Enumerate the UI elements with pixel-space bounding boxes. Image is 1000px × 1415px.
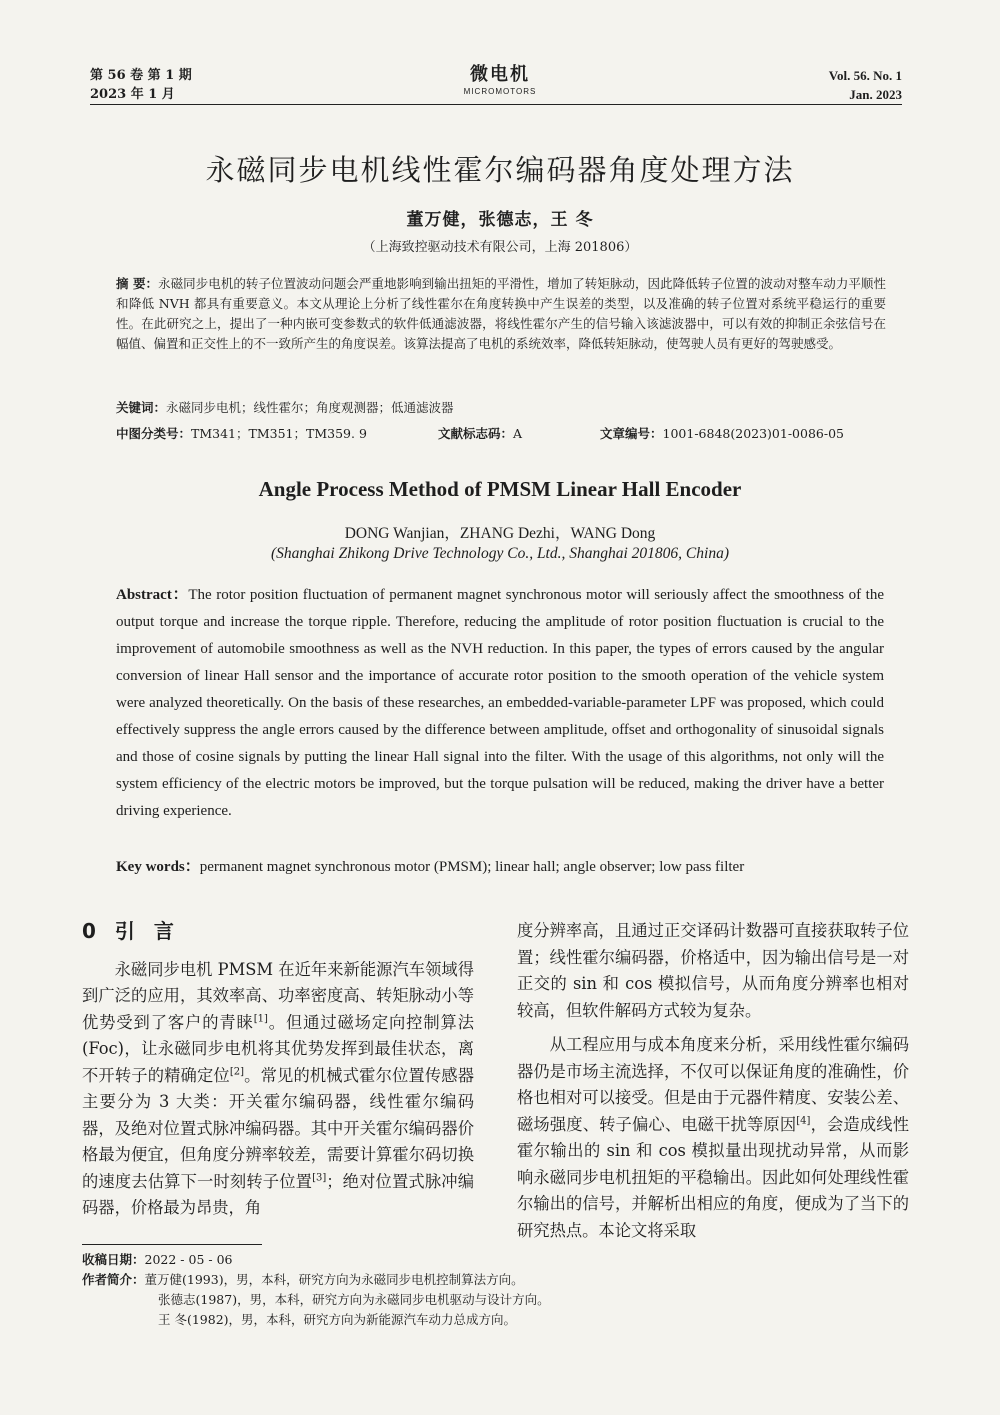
author-bio-1: 作者简介：董万健(1993)，男，本科，研究方向为永磁同步电机控制算法方向。 bbox=[82, 1272, 524, 1287]
issue-date: 2023 年 1 月 bbox=[90, 87, 175, 102]
received-date: 收稿日期：2022 - 05 - 06 bbox=[82, 1252, 233, 1267]
paper-title-cn: 永磁同步电机线性霍尔编码器角度处理方法 bbox=[205, 153, 795, 187]
paragraph-intro-continued: 度分辨率高，且通过正交译码计数器可直接获取转子位置；线性霍尔编码器，价格适中，因为输出信号是一对正交的 sin 和 cos 模拟信号，从而角度分辨率也相对较高，但软件解码方式较为复杂。 bbox=[517, 921, 909, 1020]
paper-title-en: Angle Process Method of PMSM Linear Hall Encoder bbox=[258, 477, 742, 501]
footnotes bbox=[82, 1250, 550, 1330]
authors-cn: 董万健，张德志，王 冬 bbox=[406, 210, 594, 230]
section-heading: 0 引 言 bbox=[82, 919, 180, 943]
authors-en: DONG Wanjian，ZHANG Dezhi，WANG Dong bbox=[344, 525, 656, 542]
body-column-left bbox=[82, 918, 474, 1222]
abstract-en bbox=[116, 582, 884, 825]
citation-ref[interactable]: [3] bbox=[312, 1172, 327, 1184]
journal-name-en: MICROMOTORS bbox=[463, 87, 537, 96]
header-rule bbox=[90, 104, 902, 105]
affiliation-en: (Shanghai Zhikong Drive Technology Co., Ltd., Shanghai 201806, China) bbox=[271, 545, 729, 562]
paragraph-intro: 永磁同步电机 PMSM 在近年来新能源汽车领域得到广泛的应用，其效率高、功率密度高、转矩脉动小等优势受到了客户的青睐[1]。但通过磁场定向控制算法(Foc)，让永磁同步电机将其优势发挥到最佳状态，离不开转子的精确定位[2]。常见的机械式霍尔位置传感器主要分为 3 大类：开关霍尔编码器，线性霍尔编码器，及绝对位置式脉冲编码器。其中开关霍尔编码器价格最为便宜，但角度分辨率较差，需要计算霍尔码切换的速度去估算下一时刻转子位置[3]；绝对位置式脉冲编码器，价格最为昂贵，角 bbox=[82, 959, 474, 1217]
citation-ref[interactable]: [1] bbox=[253, 1013, 268, 1025]
affiliation-cn: （上海致控驱动技术有限公司，上海 201806） bbox=[362, 240, 638, 255]
keywords-en bbox=[116, 855, 744, 876]
keywords-label-en: Key words： bbox=[116, 859, 200, 875]
issue-date-en: Jan. 2023 bbox=[849, 87, 902, 102]
keywords-text-cn: 永磁同步电机；线性霍尔；角度观测器；低通滤波器 bbox=[166, 400, 454, 415]
clc-number: 中图分类号：TM341；TM351；TM359. 9 bbox=[116, 426, 367, 441]
issue-info bbox=[90, 66, 192, 104]
paragraph-engineering: 从工程应用与成本角度来分析，采用线性霍尔编码器仍是市场主流选择，不仅可以保证角度的准确性，价格也相对可以接受。但是由于元器件精度、安装公差、磁场强度、转子偏心、电磁干扰等原因[4]，会造成线性霍尔输出的 sin 和 cos 模拟量出现扰动异常，从而影响永磁同步电机扭矩的平稳输出。因此如何处理线性霍尔输出的信号，并解析出相应的角度，便成为了当下的研究热点。本论文将采取 bbox=[517, 1035, 909, 1240]
abstract-label-cn: 摘 要： bbox=[116, 276, 159, 291]
citation-ref[interactable]: [4] bbox=[796, 1115, 811, 1127]
keywords-cn bbox=[116, 398, 454, 416]
body-column-right bbox=[517, 918, 909, 1244]
volume-issue-en: Vol. 56. No. 1 bbox=[828, 68, 902, 83]
footnote-rule bbox=[82, 1244, 262, 1245]
volume-issue: 第 56 卷 第 1 期 bbox=[90, 68, 192, 83]
abstract-label-en: Abstract： bbox=[116, 587, 189, 603]
article-number: 文章编号：1001-6848(2023)01-0086-05 bbox=[600, 426, 844, 441]
abstract-cn bbox=[116, 274, 886, 354]
author-bio-3: 王 冬(1982)，男，本科，研究方向为新能源汽车动力总成方向。 bbox=[158, 1312, 517, 1327]
citation-ref[interactable]: [2] bbox=[229, 1066, 245, 1078]
abstract-text-cn: 永磁同步电机的转子位置波动问题会严重地影响到输出扭矩的平滑性，增加了转矩脉动，因此降低转子位置的波动对整车动力平顺性和降低 NVH 都具有重要意义。本文从理论上分析了线性霍尔在角度转换中产生误差的类型，以及准确的转子位置对系统平稳运行的重要性。在此研究之上，提出了一种内嵌可变参数式的软件低通滤波器，将线性霍尔产生的信号输入该滤波器中，可以有效的抑制正余弦信号在幅值、偏置和正交性上的不一致所产生的角度误差。该算法提高了电机的系统效率，降低转矩脉动，使驾驶人员有更好的驾驶感受。 bbox=[116, 276, 886, 351]
journal-name-cn: 微电机 bbox=[470, 64, 530, 85]
keywords-text-en: permanent magnet synchronous motor (PMSM); linear hall; angle observer; low pass filter bbox=[199, 859, 745, 875]
author-bio-2: 张德志(1987)，男，本科，研究方向为永磁同步电机驱动与设计方向。 bbox=[158, 1292, 550, 1307]
issue-info-en bbox=[829, 66, 902, 104]
abstract-text-en: The rotor position fluctuation of permanent magnet synchronous motor will seriously affect the smoothness of the output torque and increase the torque ripple. Therefore, reducing the amplitude of rotor position fluctuation is crucial to the improvement of automobile smoothness as well as the NVH reduction. In this paper, the types of errors caused by the angular conversion of linear Hall sensor and the importance of accurate rotor position to the smooth operation of the vehicle system were analyzed theoretically. On the basis of these researches, an embedded-variable-parameter LPF was proposed, which could effectively suppress the angle errors caused by the difference between amplitude, offset and orthogonality of sinusoidal signals and those of cosine signals by putting the linear Hall signal into the filter. With the usage of this algorithms, not only will the system efficiency of the electric motors be improved, but the torque pulsation will be reduced, making the driver have a better driving experience. bbox=[116, 587, 884, 819]
keywords-label-cn: 关键词： bbox=[116, 400, 167, 415]
document-code: 文献标志码：A bbox=[438, 426, 523, 441]
journal-masthead bbox=[420, 60, 580, 96]
